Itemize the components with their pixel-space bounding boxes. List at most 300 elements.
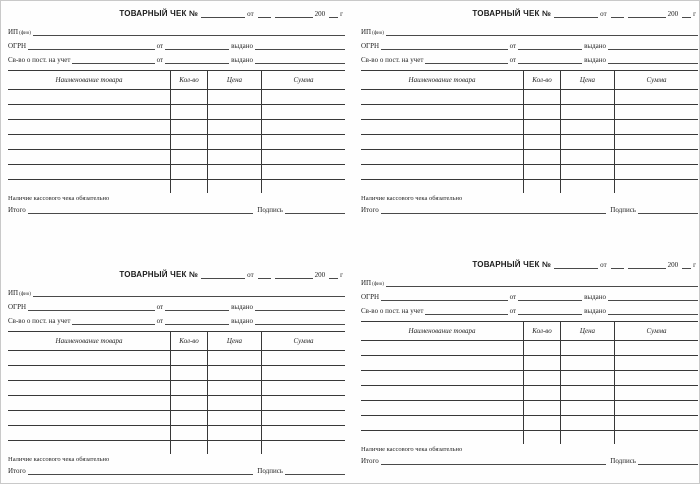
table-empty-row <box>361 180 698 193</box>
form-title <box>8 6 345 18</box>
header-item-name: Наименование товара <box>361 71 524 89</box>
header-item-name: Наименование товара <box>8 71 171 89</box>
ip-blank <box>33 295 345 297</box>
goods-table <box>8 331 345 454</box>
svvo-date-blank <box>518 313 582 315</box>
table-empty-row <box>361 165 698 180</box>
table-cell <box>561 386 615 400</box>
table-cell <box>208 396 262 410</box>
ogrn-line <box>361 36 698 50</box>
table-empty-row <box>8 381 345 396</box>
table-cell <box>208 165 262 179</box>
svvo-line <box>361 301 698 315</box>
ogrn-ot-label: от <box>509 42 517 50</box>
table-cell <box>561 416 615 430</box>
table-cell <box>524 386 561 400</box>
form-title <box>361 6 698 18</box>
table-cell <box>8 105 171 119</box>
title-year-suffix: г <box>340 10 343 18</box>
table-empty-row <box>361 431 698 444</box>
ogrn-line <box>361 287 698 301</box>
table-body <box>361 341 698 444</box>
ip-line <box>8 283 345 297</box>
table-cell <box>361 386 524 400</box>
header-quantity: Кол-во <box>171 71 208 89</box>
ogrn-number-blank <box>381 299 508 301</box>
ogrn-ot-label: от <box>156 42 164 50</box>
svvo-vydano-label: выдано <box>584 307 606 315</box>
table-cell <box>524 165 561 179</box>
podpis-label: Подпись <box>610 206 636 214</box>
table-header-row <box>361 71 698 90</box>
table-body <box>8 90 345 193</box>
podpis-label: Подпись <box>257 206 283 214</box>
table-header-row <box>8 332 345 351</box>
goods-table <box>361 321 698 444</box>
ogrn-issuer-blank <box>608 299 698 301</box>
table-empty-row <box>361 120 698 135</box>
title-year-label: 200 <box>314 10 326 18</box>
table-cell <box>262 105 345 119</box>
header-item-name: Наименование товара <box>8 332 171 350</box>
table-cell <box>208 411 262 425</box>
table-empty-row <box>8 351 345 366</box>
title-label: ТОВАРНЫЙ ЧЕК № <box>472 260 552 269</box>
table-cell <box>262 381 345 395</box>
table-empty-row <box>8 135 345 150</box>
ogrn-number-blank <box>28 48 155 50</box>
receipt-number-blank <box>554 16 598 18</box>
svvo-number-blank <box>72 62 154 64</box>
table-empty-row <box>8 180 345 193</box>
itogo-label: Итого <box>361 457 379 465</box>
svvo-line <box>8 311 345 325</box>
table-cell <box>361 416 524 430</box>
total-blank <box>28 473 254 475</box>
table-cell <box>361 341 524 355</box>
ip-label: ИП <box>8 289 19 297</box>
svvo-date-blank <box>518 62 582 64</box>
table-cell <box>561 90 615 104</box>
svvo-date-blank <box>165 62 229 64</box>
table-cell <box>208 135 262 149</box>
table-cell <box>615 371 698 385</box>
svvo-label: Св-во о пост. на учет <box>8 317 71 325</box>
table-cell <box>561 135 615 149</box>
table-cell <box>524 341 561 355</box>
title-ot-label: от <box>247 10 254 18</box>
ogrn-date-blank <box>518 48 582 50</box>
table-cell <box>262 165 345 179</box>
table-empty-row <box>8 105 345 120</box>
table-body <box>8 351 345 454</box>
svvo-ot-label: от <box>509 56 517 64</box>
table-cell <box>262 396 345 410</box>
ip-blank <box>386 34 698 36</box>
svvo-date-blank <box>165 323 229 325</box>
svvo-line <box>8 50 345 64</box>
table-cell <box>561 165 615 179</box>
table-cell <box>8 411 171 425</box>
date-month-blank <box>275 277 313 279</box>
table-cell <box>262 150 345 164</box>
ip-line <box>8 22 345 36</box>
ip-label: ИП <box>361 28 372 36</box>
table-cell <box>8 426 171 440</box>
table-cell <box>8 381 171 395</box>
table-cell <box>361 356 524 370</box>
ogrn-label: ОГРН <box>8 42 27 50</box>
svvo-number-blank <box>425 62 507 64</box>
table-cell <box>561 431 615 444</box>
ogrn-label: ОГРН <box>361 42 380 50</box>
table-cell <box>262 135 345 149</box>
table-cell <box>524 416 561 430</box>
ip-fio-label: (фио) <box>19 31 31 36</box>
table-empty-row <box>361 371 698 386</box>
table-cell <box>8 366 171 380</box>
table-cell <box>361 165 524 179</box>
total-blank <box>381 212 607 214</box>
table-cell <box>561 120 615 134</box>
table-empty-row <box>8 396 345 411</box>
svvo-issuer-blank <box>255 62 345 64</box>
table-cell <box>8 135 171 149</box>
table-cell <box>208 426 262 440</box>
table-cell <box>561 401 615 415</box>
table-empty-row <box>361 90 698 105</box>
receipt-form-top-left <box>8 6 345 214</box>
table-cell <box>615 165 698 179</box>
receipt-form-bottom-right <box>361 257 698 465</box>
table-cell <box>615 135 698 149</box>
header-sum: Сумма <box>293 75 314 84</box>
table-cell <box>361 90 524 104</box>
table-cell <box>361 150 524 164</box>
svvo-ot-label: от <box>156 56 164 64</box>
svvo-ot-label: от <box>509 307 517 315</box>
table-cell <box>361 120 524 134</box>
signature-blank <box>285 473 345 475</box>
header-price: Цена <box>561 322 615 340</box>
table-cell <box>615 120 698 134</box>
ogrn-number-blank <box>381 48 508 50</box>
table-cell <box>8 150 171 164</box>
table-cell <box>615 431 698 444</box>
ogrn-vydano-label: выдано <box>584 42 606 50</box>
table-cell <box>171 165 208 179</box>
table-cell <box>8 180 171 193</box>
table-cell <box>171 120 208 134</box>
table-cell <box>8 441 171 454</box>
ip-fio-label: (фио) <box>19 292 31 297</box>
table-empty-row <box>361 105 698 120</box>
table-cell <box>524 180 561 193</box>
svvo-vydano-label: выдано <box>584 56 606 64</box>
title-ot-label: от <box>247 271 254 279</box>
table-cell <box>262 366 345 380</box>
receipt-number-blank <box>201 16 245 18</box>
table-cell <box>524 90 561 104</box>
table-cell <box>208 366 262 380</box>
table-cell <box>262 441 345 454</box>
title-year-suffix: г <box>693 10 696 18</box>
table-cell <box>208 150 262 164</box>
year-blank <box>329 16 338 18</box>
title-year-label: 200 <box>314 271 326 279</box>
table-cell <box>208 90 262 104</box>
year-blank <box>329 277 338 279</box>
table-cell <box>8 396 171 410</box>
receipt-form-top-right <box>361 6 698 214</box>
table-empty-row <box>361 150 698 165</box>
table-empty-row <box>8 426 345 441</box>
title-year-label: 200 <box>667 261 679 269</box>
ogrn-date-blank <box>165 48 229 50</box>
ogrn-number-blank <box>28 309 155 311</box>
table-cell <box>171 411 208 425</box>
total-blank <box>28 212 254 214</box>
ogrn-line <box>8 297 345 311</box>
table-cell <box>561 341 615 355</box>
cash-receipt-note: Наличие кассового чека обязательно <box>8 456 110 463</box>
table-cell <box>171 90 208 104</box>
date-month-blank <box>628 16 666 18</box>
ogrn-issuer-blank <box>255 48 345 50</box>
table-empty-row <box>8 120 345 135</box>
table-cell <box>524 371 561 385</box>
table-cell <box>208 120 262 134</box>
title-label: ТОВАРНЫЙ ЧЕК № <box>119 9 199 18</box>
svvo-number-blank <box>72 323 154 325</box>
svvo-line <box>361 50 698 64</box>
svvo-issuer-blank <box>608 313 698 315</box>
table-cell <box>615 341 698 355</box>
table-cell <box>561 371 615 385</box>
table-cell <box>208 180 262 193</box>
header-price: Цена <box>208 332 262 350</box>
ogrn-label: ОГРН <box>8 303 27 311</box>
ogrn-line <box>8 36 345 50</box>
ogrn-vydano-label: выдано <box>231 42 253 50</box>
svvo-issuer-blank <box>255 323 345 325</box>
goods-table <box>8 70 345 193</box>
table-cell <box>171 381 208 395</box>
itogo-label: Итого <box>361 206 379 214</box>
svvo-number-blank <box>425 313 507 315</box>
svvo-label: Св-во о пост. на учет <box>361 56 424 64</box>
table-cell <box>171 441 208 454</box>
year-blank <box>682 267 691 269</box>
table-empty-row <box>8 150 345 165</box>
table-cell <box>171 366 208 380</box>
header-sum: Сумма <box>646 75 667 84</box>
total-line <box>8 203 345 214</box>
table-empty-row <box>8 411 345 426</box>
table-empty-row <box>8 165 345 180</box>
table-cell <box>361 401 524 415</box>
table-empty-row <box>8 366 345 381</box>
table-cell <box>8 351 171 365</box>
ogrn-issuer-blank <box>608 48 698 50</box>
table-cell <box>615 105 698 119</box>
svvo-vydano-label: выдано <box>231 317 253 325</box>
table-cell <box>361 180 524 193</box>
table-cell <box>208 105 262 119</box>
table-cell <box>262 180 345 193</box>
table-cell <box>561 105 615 119</box>
table-cell <box>8 90 171 104</box>
svvo-label: Св-во о пост. на учет <box>361 307 424 315</box>
table-cell <box>361 371 524 385</box>
signature-blank <box>638 212 698 214</box>
ogrn-issuer-blank <box>255 309 345 311</box>
table-cell <box>262 120 345 134</box>
ogrn-date-blank <box>518 299 582 301</box>
table-cell <box>361 431 524 444</box>
table-cell <box>524 401 561 415</box>
receipt-number-blank <box>201 277 245 279</box>
table-empty-row <box>361 356 698 371</box>
table-cell <box>262 426 345 440</box>
table-header-row <box>8 71 345 90</box>
table-empty-row <box>361 341 698 356</box>
ip-fio-label: (фио) <box>372 282 384 287</box>
ogrn-ot-label: от <box>509 293 517 301</box>
title-ot-label: от <box>600 261 607 269</box>
podpis-label: Подпись <box>610 457 636 465</box>
header-price: Цена <box>561 71 615 89</box>
svvo-vydano-label: выдано <box>231 56 253 64</box>
svvo-label: Св-во о пост. на учет <box>8 56 71 64</box>
ip-label: ИП <box>8 28 19 36</box>
podpis-label: Подпись <box>257 467 283 475</box>
table-empty-row <box>361 401 698 416</box>
table-cell <box>208 441 262 454</box>
table-cell <box>615 386 698 400</box>
form-title <box>361 257 698 269</box>
total-line <box>8 464 345 475</box>
table-cell <box>171 105 208 119</box>
cash-receipt-note: Наличие кассового чека обязательно <box>8 195 110 202</box>
table-cell <box>208 351 262 365</box>
table-cell <box>8 165 171 179</box>
table-cell <box>561 150 615 164</box>
svvo-issuer-blank <box>608 62 698 64</box>
date-month-blank <box>628 267 666 269</box>
ogrn-date-blank <box>165 309 229 311</box>
table-cell <box>262 411 345 425</box>
ip-blank <box>386 285 698 287</box>
total-line <box>361 203 698 214</box>
table-empty-row <box>361 386 698 401</box>
table-cell <box>615 416 698 430</box>
title-label: ТОВАРНЫЙ ЧЕК № <box>472 9 552 18</box>
title-year-label: 200 <box>667 10 679 18</box>
table-cell <box>524 150 561 164</box>
total-line <box>361 454 698 465</box>
table-cell <box>524 105 561 119</box>
table-cell <box>8 120 171 134</box>
table-cell <box>262 90 345 104</box>
table-cell <box>561 356 615 370</box>
date-day-blank <box>611 267 624 269</box>
ip-line <box>361 273 698 287</box>
table-cell <box>171 150 208 164</box>
table-cell <box>171 351 208 365</box>
header-item-name: Наименование товара <box>361 322 524 340</box>
year-blank <box>682 16 691 18</box>
table-cell <box>361 105 524 119</box>
table-empty-row <box>8 441 345 454</box>
header-quantity: Кол-во <box>524 322 561 340</box>
receipt-number-blank <box>554 267 598 269</box>
goods-table <box>361 70 698 193</box>
table-empty-row <box>361 135 698 150</box>
table-empty-row <box>8 90 345 105</box>
table-cell <box>361 135 524 149</box>
table-cell <box>524 431 561 444</box>
ogrn-vydano-label: выдано <box>584 293 606 301</box>
header-price: Цена <box>208 71 262 89</box>
date-day-blank <box>258 16 271 18</box>
ogrn-ot-label: от <box>156 303 164 311</box>
header-sum: Сумма <box>293 336 314 345</box>
header-quantity: Кол-во <box>524 71 561 89</box>
table-cell <box>524 135 561 149</box>
date-day-blank <box>258 277 271 279</box>
ogrn-vydano-label: выдано <box>231 303 253 311</box>
table-cell <box>615 401 698 415</box>
table-cell <box>171 135 208 149</box>
table-cell <box>171 180 208 193</box>
table-body <box>361 90 698 193</box>
cash-receipt-note: Наличие кассового чека обязательно <box>361 195 463 202</box>
table-cell <box>561 180 615 193</box>
itogo-label: Итого <box>8 467 26 475</box>
receipt-form-bottom-left <box>8 267 345 475</box>
ip-line <box>361 22 698 36</box>
header-sum: Сумма <box>646 326 667 335</box>
ip-label: ИП <box>361 279 372 287</box>
table-cell <box>615 180 698 193</box>
title-year-suffix: г <box>340 271 343 279</box>
table-cell <box>208 381 262 395</box>
total-blank <box>381 463 607 465</box>
signature-blank <box>285 212 345 214</box>
signature-blank <box>638 463 698 465</box>
table-cell <box>615 356 698 370</box>
date-day-blank <box>611 16 624 18</box>
date-month-blank <box>275 16 313 18</box>
title-ot-label: от <box>600 10 607 18</box>
header-quantity: Кол-во <box>171 332 208 350</box>
table-cell <box>615 90 698 104</box>
ogrn-label: ОГРН <box>361 293 380 301</box>
table-header-row <box>361 322 698 341</box>
table-cell <box>615 150 698 164</box>
cash-receipt-note: Наличие кассового чека обязательно <box>361 446 463 453</box>
table-cell <box>524 120 561 134</box>
svvo-ot-label: от <box>156 317 164 325</box>
table-empty-row <box>361 416 698 431</box>
title-year-suffix: г <box>693 261 696 269</box>
title-label: ТОВАРНЫЙ ЧЕК № <box>119 270 199 279</box>
ip-fio-label: (фио) <box>372 31 384 36</box>
table-cell <box>524 356 561 370</box>
table-cell <box>171 426 208 440</box>
table-cell <box>262 351 345 365</box>
